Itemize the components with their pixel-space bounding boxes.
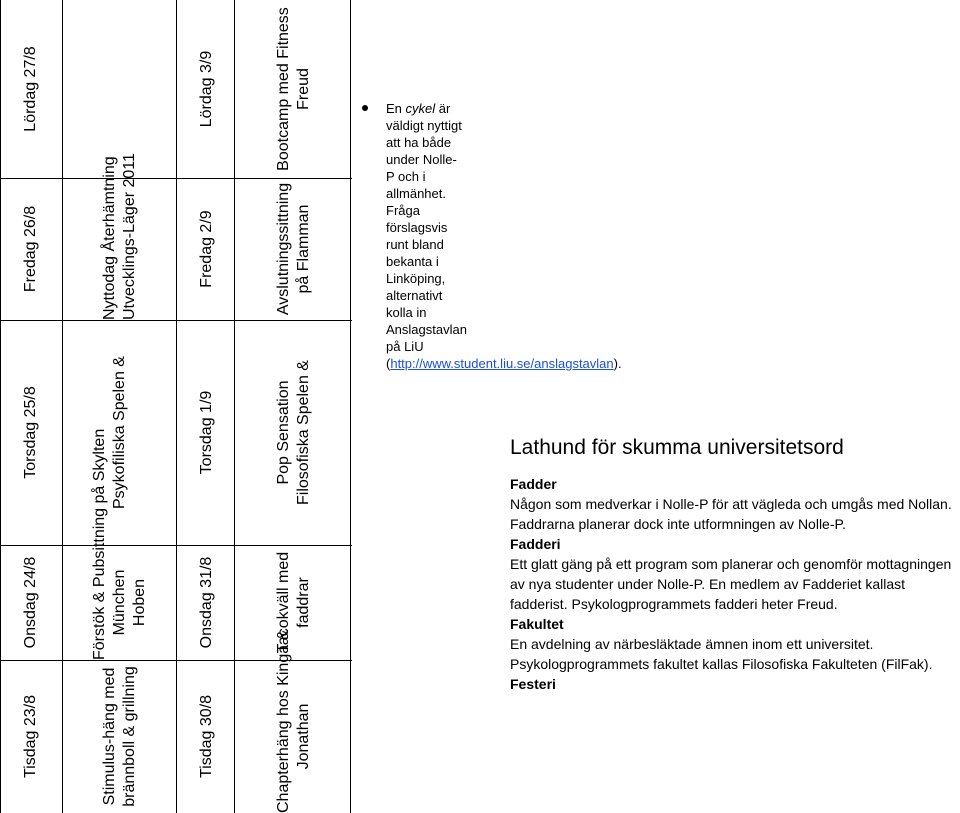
- bike-note-text: [386, 100, 622, 372]
- event-cell: [244, 629, 344, 813]
- day-label: [182, 0, 232, 178]
- event-cell: [244, 320, 344, 545]
- event-cell-line: Jonathan: [295, 703, 312, 770]
- event-cell-line: Förstök & Pubsittning på Skylten: [91, 428, 108, 660]
- event-cell-line: Bootcamp med Fitness: [275, 7, 292, 171]
- glossary-term: Fadder: [510, 476, 557, 492]
- event-cell-line: på Flamman: [295, 204, 312, 294]
- bike-note-pre: En: [386, 101, 406, 116]
- day-label: [4, 0, 58, 178]
- day-label: [4, 545, 58, 660]
- table-column-border: [62, 0, 63, 813]
- day-label: [182, 320, 232, 545]
- event-cell-line: Filosofiska Spelen &: [295, 360, 312, 505]
- day-label-line: Torsdag 25/8: [22, 386, 39, 479]
- day-label-line: Torsdag 1/9: [198, 390, 215, 475]
- day-label: [182, 660, 232, 813]
- event-cell: [70, 320, 170, 545]
- event-cell-line: Chapterhäng hos Kinga &: [275, 629, 292, 813]
- event-cell: [244, 178, 344, 320]
- event-cell: [244, 545, 344, 660]
- bike-note: [362, 100, 622, 372]
- day-label-line: Tisdag 23/8: [22, 695, 39, 779]
- glossary-definition: Någon som medverkar i Nolle-P för att vägleda och umgås med Nollan. Faddrarna planerar dock inte utformningen av Nolle-P.: [510, 496, 952, 532]
- bike-note-body: är väldigt nyttigt att ha både under Nolle-P och i allmänhet. Fråga förslagsvis runt bland bekanta i Linköping, alternativt kolla in Anslagstavlan på LiU (: [386, 101, 467, 371]
- event-cell-line: Hoben: [131, 578, 148, 627]
- anslagstavlan-link[interactable]: http://www.student.liu.se/anslagstavlan: [390, 356, 614, 371]
- day-label: [4, 178, 58, 320]
- event-cell-line: Pop Sensation: [275, 380, 292, 485]
- event-cell-line: Stimulus-häng med: [101, 667, 118, 806]
- glossary-definition: Ett glatt gäng på ett program som planerar och genomför mottagningen av nya studenter under Nolle-P. En medlem av Fadderiet kallast fadderist. Psykologprogrammets fadderi heter Freud.: [510, 556, 952, 612]
- table-column-border: [234, 0, 235, 813]
- table-column-border: [0, 0, 1, 813]
- event-cell-line: faddrar: [295, 577, 312, 628]
- event-cell-line: Avslutningssittning: [275, 182, 292, 316]
- day-label-line: Fredag 26/8: [22, 205, 39, 293]
- glossary-definition: En avdelning av närbesläktade ämnen inom ett universitet. Psykologprogrammets fakultet kallas Filosofiska Fakulteten (FilFak).: [510, 636, 933, 672]
- table-column-border: [176, 0, 177, 813]
- glossary: [510, 434, 960, 694]
- glossary-list: [510, 474, 960, 694]
- event-cell: [70, 660, 170, 813]
- day-label: [4, 660, 58, 813]
- event-cell-line: Nyttodag Återhämtning: [101, 156, 118, 320]
- day-label: [4, 320, 58, 545]
- day-label-line: Lördag 27/8: [22, 46, 39, 132]
- day-label-line: Onsdag 24/8: [22, 556, 39, 649]
- bullet-icon: [362, 105, 368, 111]
- event-cell-line: Psykofiliska Spelen &: [111, 356, 128, 509]
- day-label-line: Lördag 3/9: [198, 50, 215, 128]
- bike-note-emphasis: cykel: [405, 101, 436, 116]
- day-label: [182, 545, 232, 660]
- glossary-term: Festeri: [510, 676, 556, 692]
- day-label-line: Onsdag 31/8: [198, 556, 215, 649]
- day-label-line: Fredag 2/9: [198, 210, 215, 288]
- glossary-term: Fakultet: [510, 616, 564, 632]
- day-label: [182, 178, 232, 320]
- event-cell-line: Tacokväll med: [275, 551, 292, 654]
- day-label-line: Tisdag 30/8: [198, 695, 215, 779]
- glossary-term: Fadderi: [510, 536, 561, 552]
- table-column-border: [350, 0, 351, 813]
- bike-note-end: ).: [613, 356, 622, 371]
- event-cell-line: München: [111, 569, 128, 636]
- event-cell: [70, 153, 170, 320]
- glossary-title: Lathund för skumma universitetsord: [510, 436, 844, 459]
- schedule-table: [0, 0, 352, 813]
- event-cell-line: Freud: [295, 68, 312, 110]
- event-cell-line: Utvecklings-Läger 2011: [121, 153, 138, 320]
- event-cell-line: brännboll & grillning: [121, 666, 138, 807]
- event-cell: [244, 0, 344, 178]
